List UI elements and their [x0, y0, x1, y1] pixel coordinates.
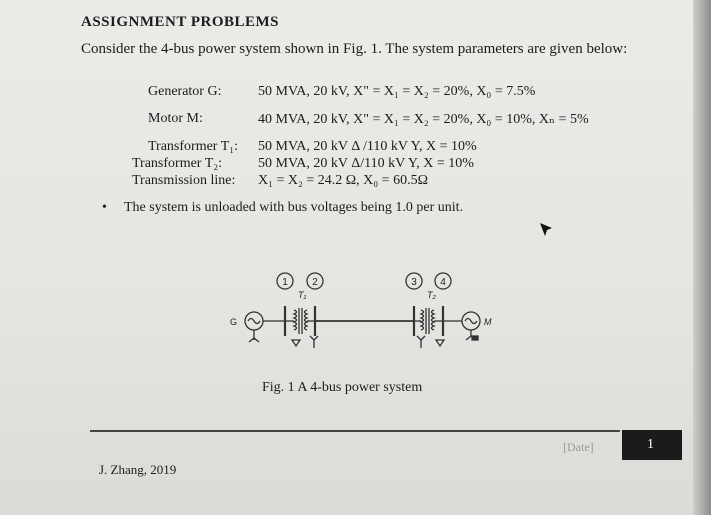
bullet-dot-icon: • — [102, 200, 107, 215]
param-label: Transmission line: — [132, 173, 236, 188]
param-value: 50 MVA, 20 kV Δ /110 kV Y, X = 10% — [258, 139, 477, 154]
transformer-t2-icon — [417, 308, 444, 348]
motor-icon — [462, 312, 480, 340]
bullet-text: The system is unloaded with bus voltages being 1.0 per unit. — [124, 200, 464, 215]
page-number: 1 — [647, 437, 654, 452]
footer-author: J. Zhang, 2019 — [99, 462, 177, 477]
section-heading: ASSIGNMENT PROBLEMS — [81, 14, 280, 30]
t1-label: T₁ — [298, 290, 307, 300]
footer-divider — [90, 430, 620, 432]
mouse-cursor-icon — [539, 222, 553, 238]
page-number-box — [622, 430, 682, 460]
svg-text:4: 4 — [440, 277, 446, 288]
svg-text:2: 2 — [312, 277, 318, 288]
date-placeholder[interactable]: [Date] — [563, 440, 594, 454]
intro-paragraph: Consider the 4-bus power system shown in Fig. 1. The system parameters are given below: — [81, 41, 628, 57]
svg-text:3: 3 — [411, 277, 417, 288]
page-edge-shadow — [693, 0, 711, 515]
generator-icon — [245, 312, 263, 342]
param-label: Generator G: — [148, 84, 222, 99]
bus-1-marker — [277, 273, 293, 289]
bus-4-marker — [435, 273, 451, 289]
svg-text:1: 1 — [282, 277, 288, 288]
bus-2-marker — [307, 273, 323, 289]
param-value: X₁ = X₂ = 24.2 Ω, X₀ = 60.5Ω — [258, 173, 428, 188]
param-label: Transformer T₂: — [132, 156, 223, 171]
param-value: 50 MVA, 20 kV Δ/110 kV Y, X = 10% — [258, 156, 474, 171]
motor-label: M — [484, 317, 492, 327]
param-label: Transformer T₁: — [148, 139, 239, 154]
generator-label: G — [230, 317, 238, 327]
t2-label: T₂ — [427, 290, 436, 300]
bus-3-marker — [406, 273, 422, 289]
figure-caption: Fig. 1 A 4-bus power system — [262, 380, 423, 395]
power-system-diagram — [228, 268, 498, 368]
param-value: 40 MVA, 20 kV, X" = X₁ = X₂ = 20%, X₀ = 10%, Xₙ = 5% — [258, 112, 589, 127]
param-value: 50 MVA, 20 kV, X" = X₁ = X₂ = 20%, X₀ = 7.5% — [258, 84, 536, 99]
param-label: Motor M: — [148, 111, 203, 126]
